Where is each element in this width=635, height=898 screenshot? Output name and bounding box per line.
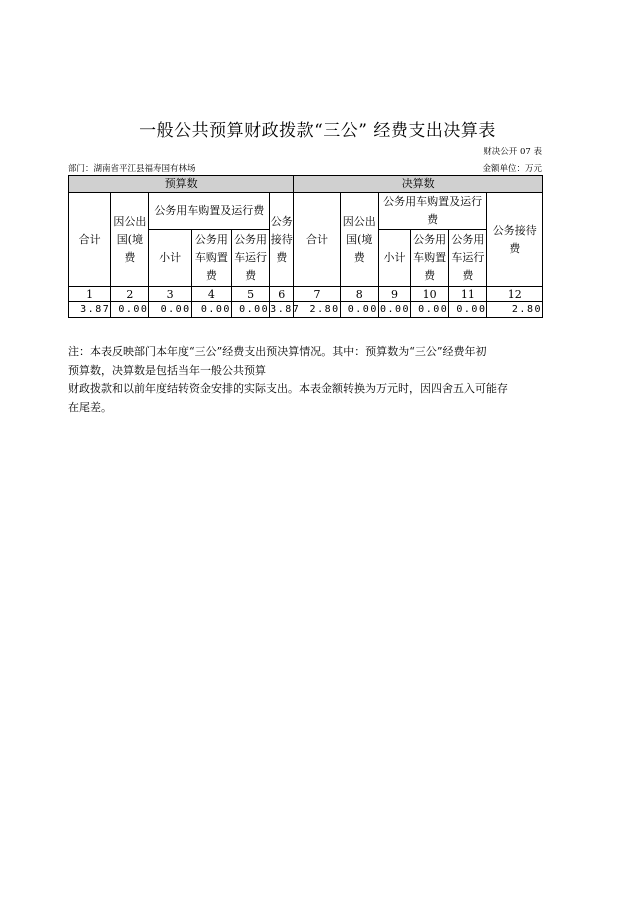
final-purchase-value: 0.00: [411, 302, 449, 318]
col-number: 5: [231, 287, 269, 302]
budget-abroad-value: 0.00: [111, 302, 149, 318]
footnote: [68, 343, 538, 417]
col-number: 2: [111, 287, 149, 302]
final-total-header: 合计: [294, 193, 340, 287]
final-header: 决算数: [294, 176, 543, 193]
budget-subtotal-header: 小计: [149, 230, 191, 287]
budget-subtotal-value: 0.00: [149, 302, 191, 318]
final-abroad-header: 因公出国(境费: [340, 193, 378, 287]
col-number: 6: [270, 287, 294, 302]
value-row: [69, 302, 543, 318]
budget-total-header: 合计: [69, 193, 111, 287]
footnote-line: 注：本表反映部门本年度“三公”经费支出预决算情况。其中：预算数为“三公”经费年初: [68, 345, 487, 358]
final-vehicle-header: 公务用车购置及运行费: [378, 193, 487, 230]
header-row-1: [69, 176, 543, 193]
col-number: 11: [449, 287, 487, 302]
budget-operation-header: 公务用车运行费: [231, 230, 269, 287]
form-number: 财决公开 07 表: [483, 147, 542, 157]
final-abroad-value: 0.00: [340, 302, 378, 318]
final-operation-header: 公务用车运行费: [449, 230, 487, 287]
budget-vehicle-header: 公务用车购置及运行费: [149, 193, 270, 230]
final-reception-header: 公务接待费: [487, 193, 543, 287]
final-total-value: 2.80: [294, 302, 340, 318]
budget-total-value: 3.87: [69, 302, 111, 318]
col-number: 4: [191, 287, 231, 302]
budget-abroad-header: 因公出国(境费: [111, 193, 149, 287]
final-subtotal-value: 0.00: [378, 302, 410, 318]
budget-header: 预算数: [69, 176, 294, 193]
col-number: 7: [294, 287, 340, 302]
footnote-line: 预算数，决算数是包括当年一般公共预算: [68, 363, 266, 377]
department-label: 部门：湖南省平江县福寿国有林场: [68, 164, 196, 174]
header-row-2: [69, 193, 543, 230]
final-subtotal-header: 小计: [378, 230, 410, 287]
col-number: 12: [487, 287, 543, 302]
final-operation-value: 0.00: [449, 302, 487, 318]
budget-operation-value: 0.00: [231, 302, 269, 318]
column-number-row: [69, 287, 543, 302]
final-purchase-header: 公务用车购置费: [411, 230, 449, 287]
expenditure-table: [68, 175, 543, 318]
col-number: 3: [149, 287, 191, 302]
amount-unit-label: 金额单位：万元: [482, 164, 542, 174]
footnote-line: 财政拨款和以前年度结转资金安排的实际支出。本表金额转换为万元时，因四舍五入可能存: [68, 382, 508, 395]
col-number: 8: [340, 287, 378, 302]
budget-reception-value: 3.87: [270, 302, 294, 318]
budget-purchase-header: 公务用车购置费: [191, 230, 231, 287]
budget-purchase-value: 0.00: [191, 302, 231, 318]
budget-reception-header: 公务接待费: [270, 193, 294, 287]
report-title: 一般公共预算财政拨款“三公” 经费支出决算表: [139, 121, 496, 141]
col-number: 9: [378, 287, 410, 302]
col-number: 1: [69, 287, 111, 302]
final-reception-value: 2.80: [487, 302, 543, 318]
footnote-line: 在尾差。: [68, 400, 112, 414]
col-number: 10: [411, 287, 449, 302]
